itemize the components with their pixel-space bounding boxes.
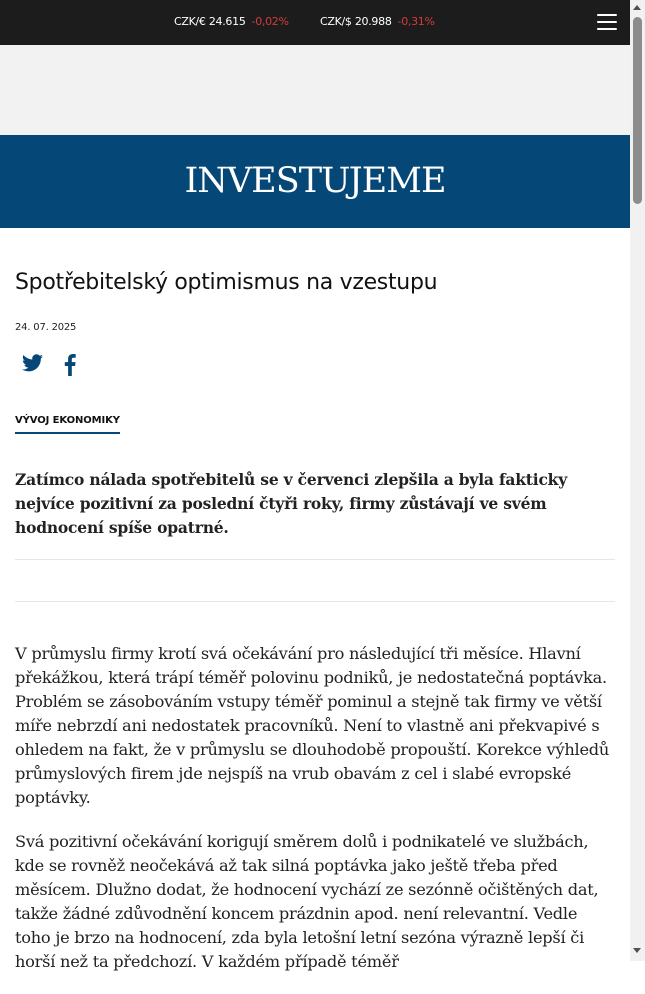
ticker-usd-rate: CZK/$ 20.988 bbox=[320, 15, 392, 28]
hamburger-menu-icon[interactable] bbox=[597, 14, 617, 31]
article-body bbox=[15, 642, 615, 994]
ticker-eur-rate: CZK/€ 24.615 bbox=[174, 15, 246, 28]
article-paragraph: Svá pozitivní očekávání korigují směrem dolů i podnikatelé ve službách, kde se rovněž neočekává až tak silná poptávka jako ještě třeba před měsícem. Dlužno dodat, že hodnocení vychází ze sezónně očištěných dat, takže žádné zdůvodnění koncem prázdnin apod. není relevantní. Vedle toho je brzo na hodnocení, zda byla letošní letní sezóna výrazně lepší či horší než ta předchozí. V každém případě téměř bbox=[15, 832, 599, 971]
article-date: 24. 07. 2025 bbox=[15, 322, 77, 333]
facebook-icon bbox=[64, 354, 76, 376]
divider bbox=[15, 601, 615, 602]
vertical-scrollbar[interactable] bbox=[630, 0, 645, 961]
ticker-eur-change: -0,02% bbox=[251, 15, 289, 28]
article-title: Spotřebitelský optimismus na vzestupu bbox=[15, 270, 438, 295]
twitter-share-button[interactable] bbox=[22, 354, 43, 376]
scrollbar-thumb[interactable] bbox=[633, 17, 642, 204]
ticker-usd-change: -0,31% bbox=[397, 15, 435, 28]
ad-placeholder bbox=[0, 45, 630, 135]
category-link[interactable]: VÝVOJ EKONOMIKY bbox=[15, 415, 120, 434]
article-paragraph: V průmyslu firmy krotí svá očekávání pro následující tři měsíce. Hlavní překážkou, která trápí téměř polovinu podniků, je nedostatečná poptávka. Problém se zásobováním vstupy téměř pominul a stejně tak firmy ve větší míře nebrzdí ani nedostatek pracovníků. Není to vlastně ani překvapivé s ohledem na fakt, že v průmyslu se dlouhodobě propouští. Korekce výhledů průmyslových firem jde nejspíš na vrub obavám z cel i slabé evropské poptávky. bbox=[15, 644, 610, 807]
facebook-share-button[interactable] bbox=[64, 354, 76, 376]
scroll-up-arrow-icon[interactable] bbox=[633, 5, 641, 10]
currency-ticker-bar bbox=[0, 0, 630, 45]
brand-header bbox=[0, 135, 630, 228]
site-logo[interactable]: INVESTUJEME bbox=[184, 161, 446, 201]
ticker-usd bbox=[320, 15, 435, 28]
ticker-eur bbox=[174, 15, 289, 28]
article-lead: Zatímco nálada spotřebitelů se v červenci zlepšila a byla fakticky nejvíce pozitivní za poslední čtyři roky, firmy zůstávají ve svém hodnocení spíše opatrné. bbox=[15, 470, 568, 537]
divider bbox=[15, 559, 615, 560]
twitter-icon bbox=[22, 354, 43, 372]
scroll-down-arrow-icon[interactable] bbox=[633, 948, 641, 953]
